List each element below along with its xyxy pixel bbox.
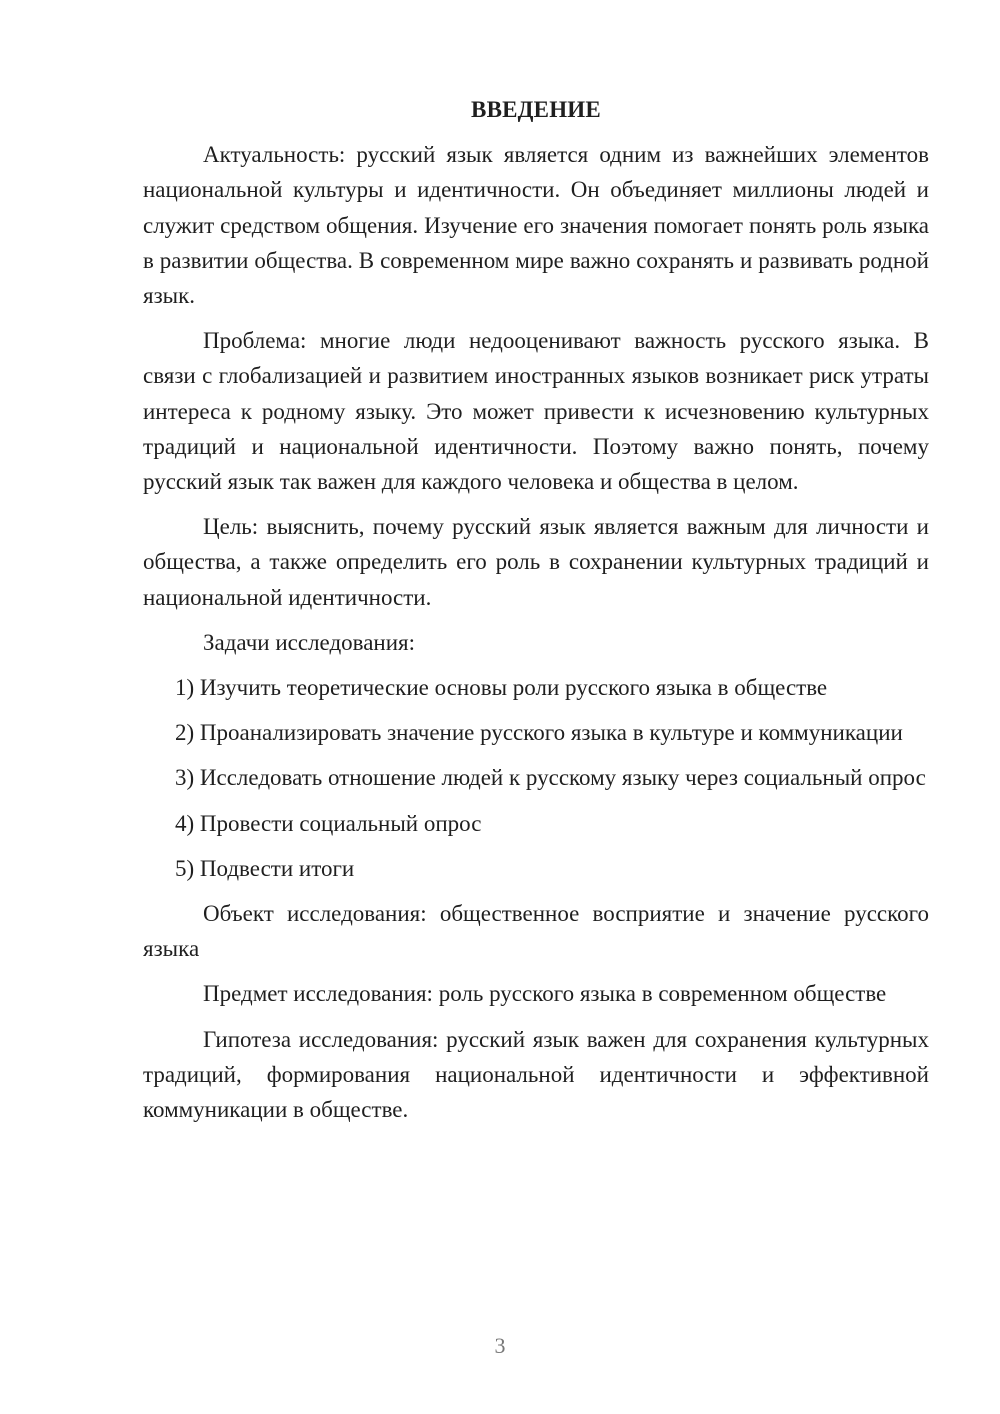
page-number: 3 — [494, 1333, 506, 1358]
task-item-1: 1) Изучить теоретические основы роли русского языка в обществе — [175, 675, 828, 701]
section-title: ВВЕДЕНИЕ — [471, 97, 601, 122]
paragraph-object: Объект исследования: общественное восприятие и значение русского языка — [143, 901, 929, 962]
task-item-5: 5) Подвести итоги — [175, 855, 355, 881]
page-content — [143, 92, 929, 1127]
paragraph-hypothesis: Гипотеза исследования: русский язык важен для сохранения культурных традиций, формирования национальной идентичности и эффективной коммуникации в обществе. — [143, 1026, 929, 1123]
task-item-2: 2) Проанализировать значение русского языка в культуре и коммуникации — [175, 720, 903, 746]
paragraph-problem: Проблема: многие люди недооценивают важность русского языка. В связи с глобализацией и развитием иностранных языков возникает риск утраты интереса к родному языку. Это может привести к исчезновению культурных традиций и национальной идентичности. Поэтому важно понять, почему русский язык так важен для каждого человека и общества в целом. — [143, 328, 929, 495]
paragraph-subject: Предмет исследования: роль русского языка в современном обществе — [203, 981, 887, 1007]
paragraph-goal: Цель: выяснить, почему русский язык является важным для личности и общества, а также определить его роль в сохранении культурных традиций и национальной идентичности. — [143, 514, 929, 610]
task-item-4: 4) Провести социальный опрос — [175, 810, 482, 836]
paragraph-relevance: Актуальность: русский язык является одним из важнейших элементов национальной культуры и идентичности. Он объединяет миллионы людей и служит средством общения. Изучение его значения помогает понять роль языка в развитии общества. В современном мире важно сохранять и развивать родной язык. — [143, 142, 929, 309]
task-item-3: 3) Исследовать отношение людей к русскому языку через социальный опрос — [175, 765, 926, 791]
paragraph-tasks-heading: Задачи исследования: — [203, 629, 416, 655]
